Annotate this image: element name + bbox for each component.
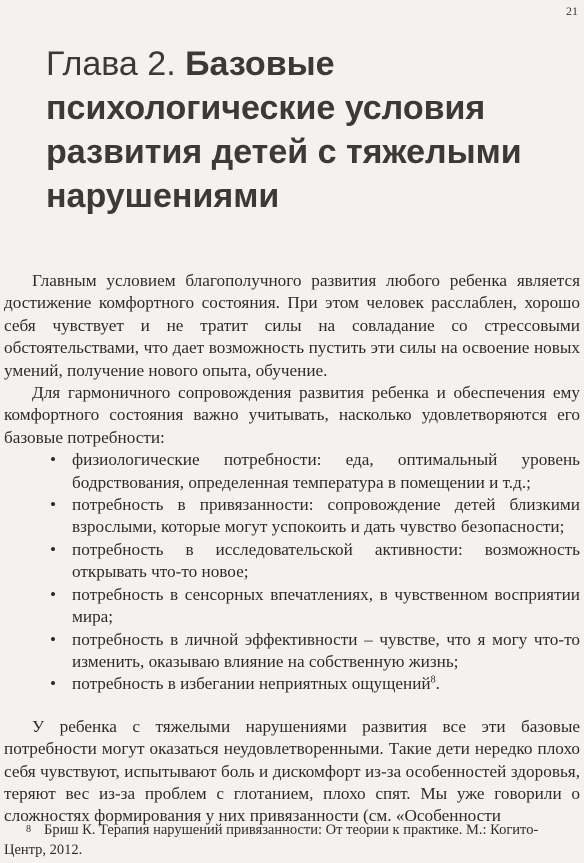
chapter-heading: Базовые психологические условия развития детей с тяжелыми нарушениями: [46, 45, 522, 215]
list-item-text: потребность в исследовательской активности: возможность открывать что-то новое;: [72, 539, 580, 582]
list-item: [4, 584, 580, 629]
bullet-icon: •: [50, 450, 57, 470]
footnote-text: Бриш К. Терапия нарушений привязанности: От теории к практике. М.: Когито-Центр, 2012.: [4, 822, 539, 858]
list-item: [4, 539, 580, 584]
list-item-text: потребность в личной эффективности – чувстве, что я могу что-то изменить, оказываю влияние на собственную жизнь;: [72, 629, 580, 671]
bullet-icon: •: [50, 495, 57, 515]
bullet-icon: •: [50, 539, 57, 559]
paragraph-needs: Для гармоничного сопровождения развития ребенка и обеспечения ему комфортного состояния важно учитывать, насколько удовлетворяются его базовые потребности:: [4, 383, 580, 447]
list-item-text: потребность в сенсорных впечатлениях, в чувственном восприятии мира;: [72, 584, 580, 627]
list-item: [4, 494, 580, 539]
paragraph-closing: У ребенка с тяжелыми нарушениями развития все эти базовые потребности могут оказаться неудовлетворенными. Такие дети нередко плохо себя чувствуют, испытывают боль и дискомфорт из-за особенностей здоровья, теряют вес из-за проблем с глотанием, плохо спят. Мы уже говорили о сложностях формирования у них привязанности (см. «Особенности: [4, 716, 580, 826]
bullet-icon: •: [50, 629, 57, 649]
list-item-text: потребность в привязанности: сопровождение детей близкими взрослыми, которые могут успокоить и дать чувство безопасности;: [72, 495, 580, 537]
chapter-title: [46, 42, 546, 218]
list-item-end: .: [435, 674, 440, 694]
footnote-ref[interactable]: 8: [430, 674, 436, 686]
body-text: [4, 270, 580, 828]
list-item: [4, 449, 580, 494]
paragraph-intro: Главным условием благополучного развития любого ребенка является достижение комфортного состояния. При этом человек расслаблен, хорошо себя чувствует и не тратит силы на совладание со стрессовыми обстоятельствами, что дает возможность пустить эти силы на освоение новых умений, получение нового опыта, обучение.: [4, 271, 580, 380]
bullet-icon: •: [50, 584, 57, 604]
chapter-prefix: Глава 2.: [46, 45, 176, 83]
list-item-text: потребность в избегании неприятных ощущений: [72, 674, 431, 694]
list-item-text: физиологические потребности: еда, оптимальный уровень бодрствования, определенная температура в помещении и т.д.;: [72, 450, 580, 492]
footnote: [4, 820, 580, 860]
list-item: [4, 673, 580, 695]
footnote-mark: 8: [26, 824, 31, 835]
bullet-icon: •: [50, 674, 57, 694]
page-number: 21: [566, 4, 578, 18]
needs-list: [4, 449, 580, 695]
list-item: [4, 629, 580, 674]
